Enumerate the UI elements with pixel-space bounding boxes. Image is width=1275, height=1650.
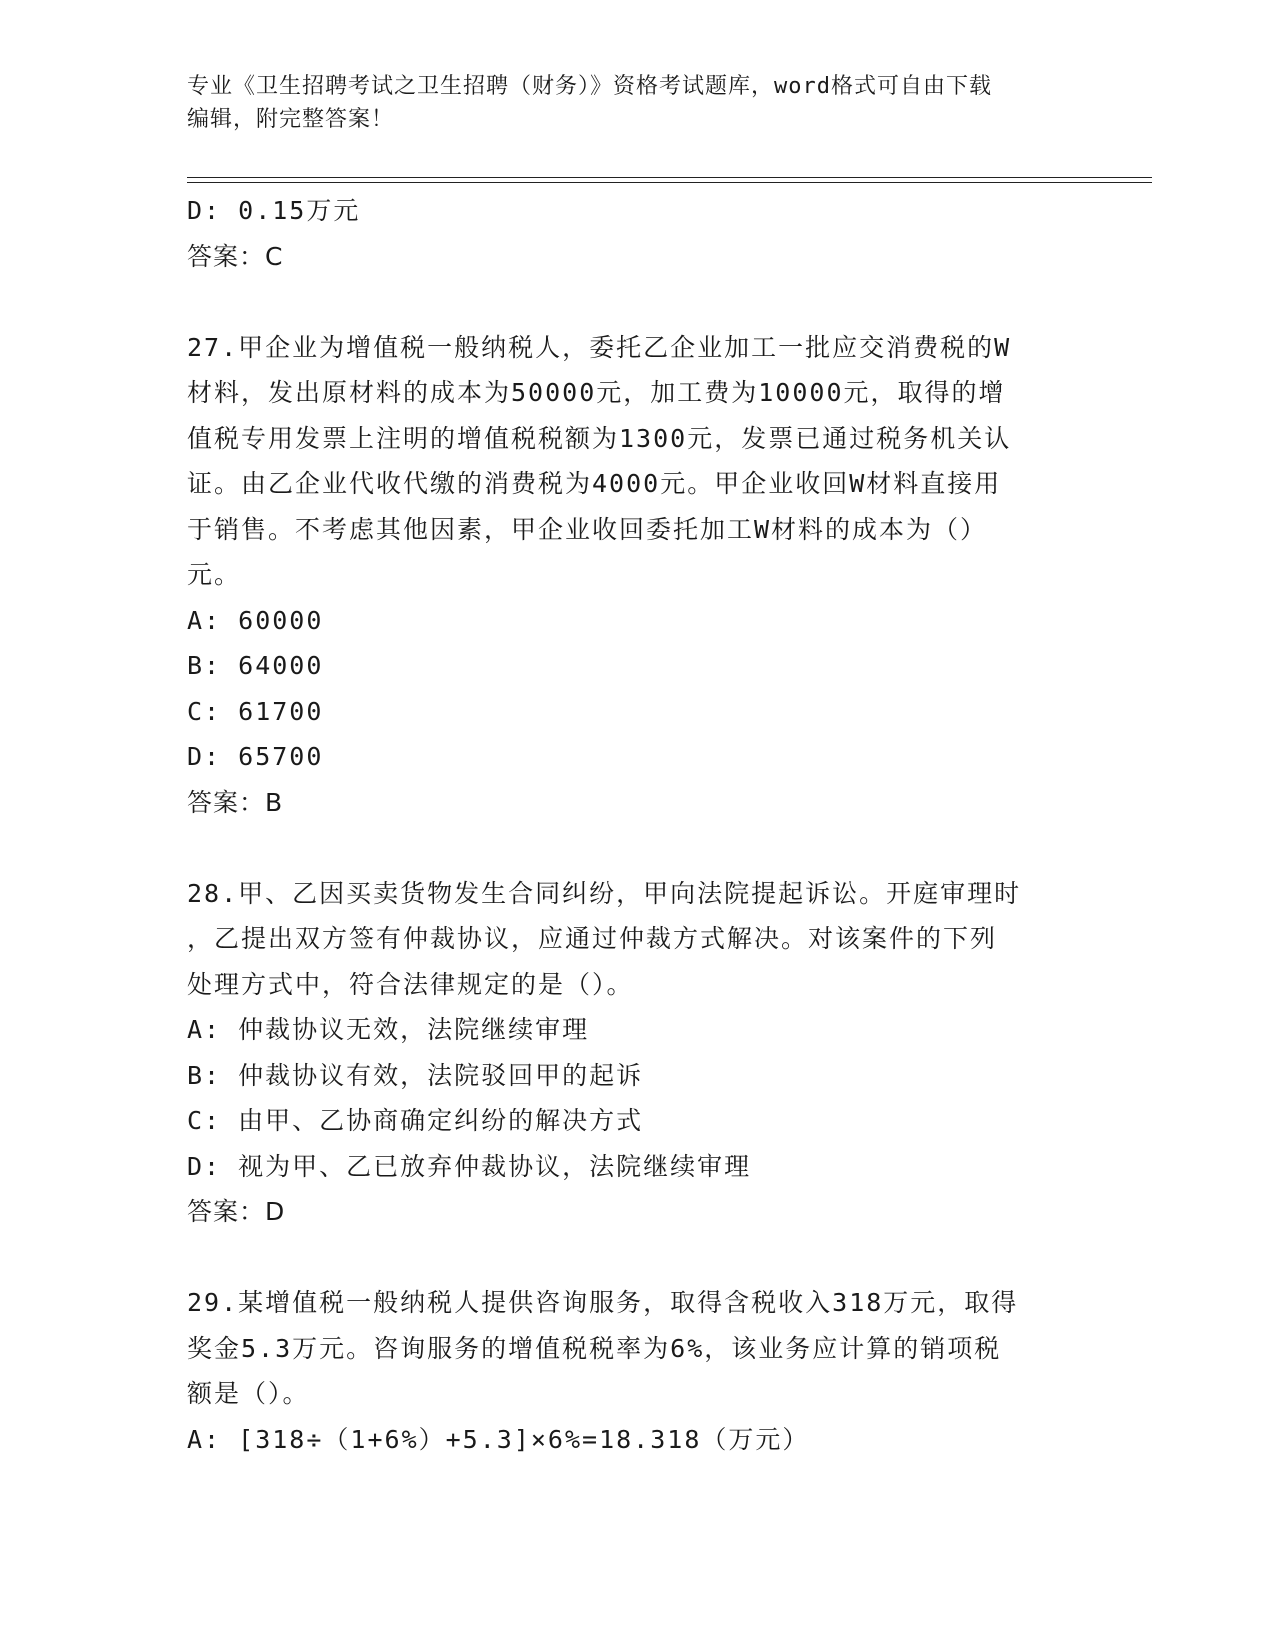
- question-28-option-b: B: 仲裁协议有效，法院驳回甲的起诉: [187, 1060, 644, 1090]
- header-line-1: 专业《卫生招聘考试之卫生招聘（财务）》资格考试题库，word格式可自由下载: [187, 74, 992, 99]
- question-28-line: ，乙提出双方签有仲裁协议，应通过仲裁方式解决。对该案件的下列: [187, 924, 998, 953]
- question-27-line: 元。: [187, 560, 242, 589]
- question-27-line: 材料，发出原材料的成本为50000元，加工费为10000元，取得的增: [187, 378, 1006, 407]
- question-content: [187, 188, 1087, 1462]
- question-27: [187, 325, 1087, 826]
- question-29: [187, 1280, 1087, 1462]
- question-29-line: 额是（）。: [187, 1379, 310, 1408]
- question-28-answer: 答案：D: [187, 1197, 286, 1226]
- question-29-option-a: A: [318÷（1+6%）+5.3]×6%=18.318（万元）: [187, 1424, 810, 1454]
- question-27-answer: 答案：B: [187, 787, 284, 817]
- document-header: [187, 70, 1067, 136]
- question-28-option-a: A: 仲裁协议无效，法院继续审理: [187, 1015, 590, 1044]
- question-27-option-a: A: 60000: [187, 605, 324, 635]
- question-28: [187, 871, 1087, 1235]
- document-page: [187, 70, 1087, 136]
- question-28-line: 28.甲、乙因买卖货物发生合同纠纷，甲向法院提起诉讼。开庭审理时: [187, 878, 1022, 908]
- spacer: [187, 279, 1087, 325]
- question-27-line: 于销售。不考虑其他因素，甲企业收回委托加工W材料的成本为（）: [187, 514, 988, 544]
- question-29-line: 29.某增值税一般纳税人提供咨询服务，取得含税收入318万元，取得: [187, 1288, 1019, 1317]
- question-27-option-d: D: 65700: [187, 742, 324, 771]
- prev-option-d: D: 0.15万元: [187, 196, 361, 225]
- question-27-option-b: B: 64000: [187, 651, 324, 680]
- header-line-2: 编辑，附完整答案！: [187, 107, 395, 132]
- spacer: [187, 825, 1087, 871]
- prev-answer: 答案：C: [187, 241, 284, 271]
- question-28-option-c: C: 由甲、乙协商确定纠纷的解决方式: [187, 1106, 644, 1135]
- header-divider: [187, 177, 1152, 183]
- question-29-line: 奖金5.3万元。咨询服务的增值税税率为6%，该业务应计算的销项税: [187, 1333, 1002, 1363]
- question-27-line: 值税专用发票上注明的增值税税额为1300元，发票已通过税务机关认: [187, 423, 1012, 453]
- question-28-line: 处理方式中，符合法律规定的是（）。: [187, 969, 634, 999]
- spacer: [187, 1235, 1087, 1281]
- question-27-line: 27.甲企业为增值税一般纳税人，委托乙企业加工一批应交消费税的W: [187, 332, 1012, 362]
- question-27-line: 证。由乙企业代收代缴的消费税为4000元。甲企业收回W材料直接用: [187, 469, 1002, 498]
- question-28-option-d: D: 视为甲、乙已放弃仲裁协议，法院继续审理: [187, 1151, 752, 1181]
- question-27-option-c: C: 61700: [187, 696, 324, 726]
